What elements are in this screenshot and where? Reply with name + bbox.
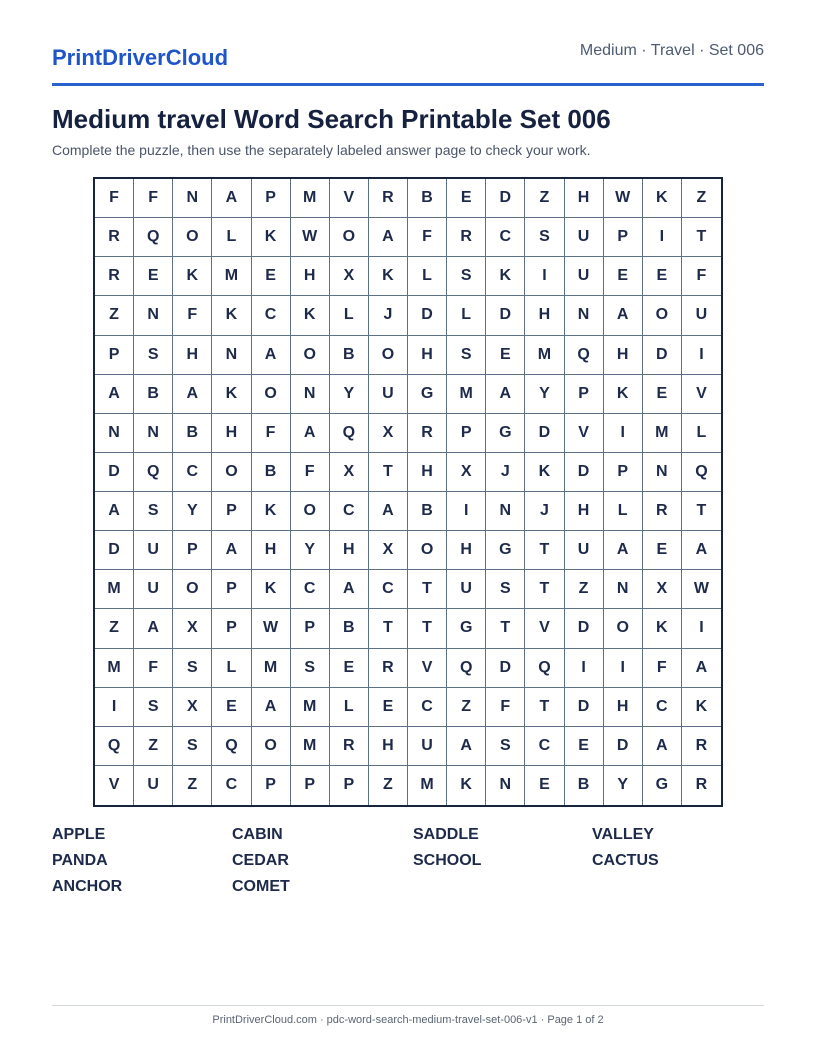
grid-cell[interactable]: I bbox=[565, 649, 604, 688]
grid-cell[interactable]: K bbox=[643, 609, 682, 648]
grid-cell[interactable]: A bbox=[134, 609, 173, 648]
grid-cell[interactable]: L bbox=[212, 218, 251, 257]
grid-cell[interactable]: E bbox=[525, 766, 564, 805]
grid-cell[interactable]: V bbox=[95, 766, 134, 805]
grid-cell[interactable]: A bbox=[604, 531, 643, 570]
grid-cell[interactable]: U bbox=[134, 766, 173, 805]
grid-cell[interactable]: Q bbox=[525, 649, 564, 688]
grid-cell[interactable]: R bbox=[95, 218, 134, 257]
grid-cell[interactable]: K bbox=[682, 688, 721, 727]
grid-cell[interactable]: M bbox=[95, 570, 134, 609]
grid-cell[interactable]: T bbox=[525, 688, 564, 727]
grid-cell[interactable]: T bbox=[408, 609, 447, 648]
grid-cell[interactable]: A bbox=[95, 375, 134, 414]
grid-cell[interactable]: A bbox=[369, 492, 408, 531]
grid-cell[interactable]: H bbox=[212, 414, 251, 453]
grid-cell[interactable]: A bbox=[486, 375, 525, 414]
grid-cell[interactable]: T bbox=[525, 531, 564, 570]
grid-cell[interactable]: O bbox=[291, 336, 330, 375]
grid-cell[interactable]: D bbox=[95, 531, 134, 570]
grid-cell[interactable]: S bbox=[525, 218, 564, 257]
grid-cell[interactable]: O bbox=[408, 531, 447, 570]
grid-cell[interactable]: L bbox=[212, 649, 251, 688]
grid-cell[interactable]: W bbox=[252, 609, 291, 648]
grid-cell[interactable]: I bbox=[447, 492, 486, 531]
grid-cell[interactable]: H bbox=[525, 296, 564, 335]
grid-cell[interactable]: V bbox=[565, 414, 604, 453]
grid-cell[interactable]: C bbox=[525, 727, 564, 766]
grid-cell[interactable]: J bbox=[486, 453, 525, 492]
grid-cell[interactable]: M bbox=[643, 414, 682, 453]
grid-cell[interactable]: W bbox=[682, 570, 721, 609]
grid-cell[interactable]: X bbox=[369, 414, 408, 453]
grid-cell[interactable]: P bbox=[212, 492, 251, 531]
grid-cell[interactable]: C bbox=[330, 492, 369, 531]
grid-cell[interactable]: F bbox=[643, 649, 682, 688]
grid-cell[interactable]: Q bbox=[134, 453, 173, 492]
grid-cell[interactable]: T bbox=[682, 492, 721, 531]
grid-cell[interactable]: P bbox=[173, 531, 212, 570]
grid-cell[interactable]: N bbox=[173, 179, 212, 218]
word-list-item: COMET bbox=[232, 878, 290, 895]
grid-cell[interactable]: N bbox=[486, 492, 525, 531]
grid-cell[interactable]: O bbox=[291, 492, 330, 531]
grid-cell[interactable]: W bbox=[604, 179, 643, 218]
grid-cell[interactable]: K bbox=[173, 257, 212, 296]
grid-cell[interactable]: E bbox=[447, 179, 486, 218]
grid-cell[interactable]: F bbox=[134, 179, 173, 218]
grid-cell[interactable]: L bbox=[604, 492, 643, 531]
word-list-item: VALLEY bbox=[592, 826, 654, 843]
grid-cell[interactable]: A bbox=[330, 570, 369, 609]
grid-cell[interactable]: U bbox=[369, 375, 408, 414]
grid-cell[interactable]: C bbox=[252, 296, 291, 335]
puzzle-meta: Medium · Travel · Set 006 bbox=[579, 42, 764, 59]
grid-cell[interactable]: Q bbox=[212, 727, 251, 766]
brand-logo[interactable]: PrintDriverCloud bbox=[52, 45, 229, 70]
grid-cell[interactable]: G bbox=[486, 414, 525, 453]
grid-cell[interactable]: M bbox=[252, 649, 291, 688]
grid-cell[interactable]: R bbox=[95, 257, 134, 296]
grid-cell[interactable]: A bbox=[252, 336, 291, 375]
grid-cell[interactable]: M bbox=[291, 727, 330, 766]
grid-cell[interactable]: K bbox=[604, 375, 643, 414]
grid-cell[interactable]: A bbox=[447, 727, 486, 766]
grid-cell[interactable]: U bbox=[447, 570, 486, 609]
grid-cell[interactable]: H bbox=[565, 179, 604, 218]
grid-cell[interactable]: B bbox=[408, 492, 447, 531]
word-list-item: PANDA bbox=[52, 852, 108, 869]
grid-cell[interactable]: Q bbox=[682, 453, 721, 492]
grid-cell[interactable]: Z bbox=[95, 609, 134, 648]
grid-cell[interactable]: C bbox=[486, 218, 525, 257]
grid-cell[interactable]: Y bbox=[330, 375, 369, 414]
grid-cell[interactable]: A bbox=[212, 179, 251, 218]
grid-cell[interactable]: W bbox=[291, 218, 330, 257]
grid-cell[interactable]: Q bbox=[447, 649, 486, 688]
grid-cell[interactable]: P bbox=[565, 375, 604, 414]
word-search-grid bbox=[93, 177, 723, 807]
grid-cell[interactable]: F bbox=[134, 649, 173, 688]
grid-cell[interactable]: H bbox=[408, 453, 447, 492]
grid-cell[interactable]: X bbox=[330, 257, 369, 296]
grid-cell[interactable]: I bbox=[682, 336, 721, 375]
grid-cell[interactable]: O bbox=[252, 375, 291, 414]
grid-cell[interactable]: N bbox=[134, 296, 173, 335]
word-list-item: CACTUS bbox=[592, 852, 659, 869]
grid-cell[interactable]: Q bbox=[95, 727, 134, 766]
grid-cell[interactable]: T bbox=[682, 218, 721, 257]
grid-cell[interactable]: X bbox=[173, 609, 212, 648]
page-title: Medium travel Word Search Printable Set 006 bbox=[52, 104, 611, 134]
grid-cell[interactable]: T bbox=[369, 453, 408, 492]
grid-cell[interactable]: A bbox=[682, 649, 721, 688]
grid-cell[interactable]: Z bbox=[173, 766, 212, 805]
grid-cell[interactable]: A bbox=[682, 531, 721, 570]
word-list-item: CEDAR bbox=[232, 852, 289, 869]
grid-cell[interactable]: G bbox=[486, 531, 525, 570]
grid-cell[interactable]: R bbox=[369, 179, 408, 218]
grid-cell[interactable]: U bbox=[134, 531, 173, 570]
grid-cell[interactable]: X bbox=[643, 570, 682, 609]
grid-cell[interactable]: E bbox=[134, 257, 173, 296]
word-list-item: ANCHOR bbox=[52, 878, 123, 895]
grid-cell[interactable]: S bbox=[173, 727, 212, 766]
grid-cell[interactable]: F bbox=[291, 453, 330, 492]
grid-cell[interactable]: P bbox=[291, 766, 330, 805]
grid-cell[interactable]: N bbox=[565, 296, 604, 335]
word-list-item: SCHOOL bbox=[413, 852, 482, 869]
grid-cell[interactable]: H bbox=[173, 336, 212, 375]
grid-cell[interactable]: T bbox=[369, 609, 408, 648]
grid-cell[interactable]: E bbox=[369, 688, 408, 727]
grid-cell[interactable]: H bbox=[252, 531, 291, 570]
grid-cell[interactable]: J bbox=[525, 492, 564, 531]
grid-cell[interactable]: O bbox=[173, 218, 212, 257]
grid-cell[interactable]: I bbox=[643, 218, 682, 257]
grid-cell[interactable]: R bbox=[330, 727, 369, 766]
grid-cell[interactable]: Z bbox=[525, 179, 564, 218]
grid-cell[interactable]: R bbox=[369, 649, 408, 688]
grid-cell[interactable]: D bbox=[486, 179, 525, 218]
grid-cell[interactable]: F bbox=[252, 414, 291, 453]
grid-cell[interactable]: X bbox=[173, 688, 212, 727]
grid-cell[interactable]: K bbox=[212, 296, 251, 335]
page-footer: PrintDriverCloud.com · pdc-word-search-medium-travel-set-006-v1 · Page 1 of 2 bbox=[212, 1014, 604, 1026]
grid-cell[interactable]: K bbox=[252, 492, 291, 531]
grid-cell[interactable]: T bbox=[486, 609, 525, 648]
grid-cell[interactable]: S bbox=[447, 257, 486, 296]
grid-cell[interactable]: E bbox=[604, 257, 643, 296]
grid-cell[interactable]: V bbox=[330, 179, 369, 218]
grid-cell[interactable]: M bbox=[408, 766, 447, 805]
grid-cell[interactable]: A bbox=[604, 296, 643, 335]
grid-cell[interactable]: G bbox=[447, 609, 486, 648]
grid-cell[interactable]: O bbox=[604, 609, 643, 648]
grid-cell[interactable]: S bbox=[173, 649, 212, 688]
grid-cell[interactable]: R bbox=[643, 492, 682, 531]
grid-cell[interactable]: C bbox=[212, 766, 251, 805]
grid-cell[interactable]: P bbox=[447, 414, 486, 453]
grid-cell[interactable]: D bbox=[643, 336, 682, 375]
grid-cell[interactable]: B bbox=[330, 609, 369, 648]
grid-cell[interactable]: N bbox=[604, 570, 643, 609]
grid-cell[interactable]: B bbox=[565, 766, 604, 805]
grid-cell[interactable]: O bbox=[330, 218, 369, 257]
grid-cell[interactable]: Z bbox=[134, 727, 173, 766]
grid-cell[interactable]: B bbox=[173, 414, 212, 453]
grid-cell[interactable]: T bbox=[408, 570, 447, 609]
grid-cell[interactable]: H bbox=[408, 336, 447, 375]
grid-cell[interactable]: F bbox=[95, 179, 134, 218]
grid-cell[interactable]: N bbox=[643, 453, 682, 492]
grid-cell[interactable]: H bbox=[447, 531, 486, 570]
grid-cell[interactable]: U bbox=[565, 531, 604, 570]
grid-cell[interactable]: F bbox=[173, 296, 212, 335]
grid-cell[interactable]: V bbox=[408, 649, 447, 688]
grid-cell[interactable]: D bbox=[486, 649, 525, 688]
grid-cell[interactable]: D bbox=[565, 453, 604, 492]
grid-cell[interactable]: C bbox=[643, 688, 682, 727]
grid-cell[interactable]: I bbox=[525, 257, 564, 296]
grid-cell[interactable]: X bbox=[369, 531, 408, 570]
grid-cell[interactable]: E bbox=[330, 649, 369, 688]
page-subtitle: Complete the puzzle, then use the separately labeled answer page to check your work. bbox=[52, 142, 591, 158]
grid-cell[interactable]: T bbox=[525, 570, 564, 609]
grid-cell[interactable]: R bbox=[695, 776, 708, 794]
grid-cell[interactable]: U bbox=[134, 570, 173, 609]
grid-cell[interactable]: M bbox=[291, 688, 330, 727]
grid-cell[interactable]: P bbox=[252, 766, 291, 805]
grid-cell[interactable]: S bbox=[291, 649, 330, 688]
grid-cell[interactable]: E bbox=[643, 375, 682, 414]
grid-cell[interactable]: E bbox=[212, 688, 251, 727]
grid-cell[interactable]: Y bbox=[604, 766, 643, 805]
grid-cell[interactable]: Z bbox=[447, 688, 486, 727]
grid-cell[interactable]: R bbox=[682, 727, 721, 766]
grid-cell[interactable]: O bbox=[212, 453, 251, 492]
grid-cell[interactable]: I bbox=[604, 649, 643, 688]
grid-cell[interactable]: V bbox=[525, 609, 564, 648]
grid-cell[interactable]: R bbox=[447, 218, 486, 257]
grid-cell[interactable]: N bbox=[291, 375, 330, 414]
grid-cell[interactable]: K bbox=[643, 179, 682, 218]
grid-cell[interactable]: P bbox=[604, 218, 643, 257]
grid-cell[interactable]: U bbox=[408, 727, 447, 766]
grid-cell[interactable]: K bbox=[525, 453, 564, 492]
grid-cell[interactable]: M bbox=[525, 336, 564, 375]
grid-cell[interactable]: Y bbox=[525, 375, 564, 414]
grid-cell[interactable]: S bbox=[447, 336, 486, 375]
grid-cell[interactable]: N bbox=[486, 766, 525, 805]
grid-cell[interactable]: O bbox=[173, 570, 212, 609]
grid-cell[interactable]: S bbox=[486, 570, 525, 609]
grid-cell[interactable]: H bbox=[604, 688, 643, 727]
grid-cell[interactable]: Q bbox=[134, 218, 173, 257]
grid-cell[interactable]: F bbox=[486, 688, 525, 727]
grid-cell[interactable]: M bbox=[212, 257, 251, 296]
grid-cell[interactable]: H bbox=[604, 336, 643, 375]
grid-cell[interactable]: D bbox=[604, 727, 643, 766]
grid-cell[interactable]: R bbox=[408, 414, 447, 453]
grid-cell[interactable]: H bbox=[330, 531, 369, 570]
grid-cell[interactable]: X bbox=[330, 453, 369, 492]
grid-cell[interactable]: S bbox=[134, 688, 173, 727]
grid-cell[interactable]: A bbox=[212, 531, 251, 570]
grid-cell[interactable]: L bbox=[330, 296, 369, 335]
grid-cell[interactable]: A bbox=[643, 727, 682, 766]
grid-cell[interactable]: H bbox=[565, 492, 604, 531]
grid-cell[interactable]: Y bbox=[173, 492, 212, 531]
grid-cell[interactable]: A bbox=[252, 688, 291, 727]
grid-cell[interactable]: A bbox=[369, 218, 408, 257]
grid-cell[interactable]: N bbox=[134, 414, 173, 453]
grid-cell[interactable]: D bbox=[565, 688, 604, 727]
grid-cell[interactable]: Z bbox=[95, 296, 134, 335]
grid-cell[interactable]: D bbox=[525, 414, 564, 453]
grid-cell[interactable]: E bbox=[565, 727, 604, 766]
grid-cell[interactable]: Q bbox=[565, 336, 604, 375]
grid-cell[interactable]: D bbox=[565, 609, 604, 648]
grid-cell[interactable]: L bbox=[447, 296, 486, 335]
grid-cell[interactable]: K bbox=[252, 218, 291, 257]
footer-divider bbox=[52, 1005, 764, 1006]
grid-cell[interactable]: K bbox=[447, 766, 486, 805]
grid-cell[interactable]: L bbox=[408, 257, 447, 296]
word-list bbox=[52, 826, 772, 896]
grid-cell[interactable]: P bbox=[604, 453, 643, 492]
grid-cell[interactable]: U bbox=[565, 257, 604, 296]
grid-cell[interactable]: K bbox=[252, 570, 291, 609]
grid-cell[interactable]: D bbox=[408, 296, 447, 335]
grid-cell[interactable]: B bbox=[330, 336, 369, 375]
grid-cell[interactable]: P bbox=[291, 609, 330, 648]
grid-cell[interactable]: F bbox=[682, 257, 721, 296]
grid-cell[interactable]: K bbox=[369, 257, 408, 296]
grid-cell[interactable]: C bbox=[291, 570, 330, 609]
grid-cell[interactable]: C bbox=[369, 570, 408, 609]
grid-cell[interactable]: I bbox=[682, 609, 721, 648]
grid-cell[interactable]: Z bbox=[369, 766, 408, 805]
grid-cell[interactable]: L bbox=[682, 414, 721, 453]
word-list-item: CABIN bbox=[232, 826, 283, 843]
grid-cell[interactable]: O bbox=[643, 296, 682, 335]
grid-cell[interactable]: U bbox=[682, 296, 721, 335]
grid-cell[interactable]: P bbox=[212, 609, 251, 648]
grid-cell[interactable]: B bbox=[134, 375, 173, 414]
grid-cell[interactable]: P bbox=[95, 336, 134, 375]
grid-cell[interactable]: O bbox=[252, 727, 291, 766]
grid-cell[interactable]: X bbox=[447, 453, 486, 492]
grid-cell[interactable]: E bbox=[252, 257, 291, 296]
grid-cell[interactable]: I bbox=[604, 414, 643, 453]
grid-cell[interactable]: C bbox=[408, 688, 447, 727]
grid-cell[interactable]: A bbox=[291, 414, 330, 453]
grid-cell[interactable]: K bbox=[486, 257, 525, 296]
grid-cell[interactable]: A bbox=[95, 492, 134, 531]
grid-cell[interactable]: B bbox=[408, 179, 447, 218]
grid-cell[interactable]: E bbox=[643, 257, 682, 296]
grid-cell[interactable]: Z bbox=[565, 570, 604, 609]
grid-cell[interactable]: D bbox=[95, 453, 134, 492]
grid-cell[interactable]: F bbox=[408, 218, 447, 257]
grid-cell[interactable]: B bbox=[252, 453, 291, 492]
grid-cell[interactable]: Y bbox=[291, 531, 330, 570]
grid-cell[interactable]: M bbox=[447, 375, 486, 414]
grid-cell[interactable]: L bbox=[330, 688, 369, 727]
page-header bbox=[52, 0, 764, 86]
grid-cell[interactable]: G bbox=[408, 375, 447, 414]
grid-cell[interactable]: V bbox=[682, 375, 721, 414]
grid-cell[interactable]: I bbox=[95, 688, 134, 727]
grid-cell[interactable]: U bbox=[565, 218, 604, 257]
grid-cell[interactable]: E bbox=[643, 531, 682, 570]
grid-cell[interactable]: Q bbox=[330, 414, 369, 453]
grid-cell[interactable]: N bbox=[212, 336, 251, 375]
grid-cell[interactable]: M bbox=[95, 649, 134, 688]
word-list-item: SADDLE bbox=[413, 826, 479, 843]
grid-cell[interactable]: K bbox=[291, 296, 330, 335]
grid-cell[interactable]: D bbox=[486, 296, 525, 335]
grid-cell[interactable]: H bbox=[369, 727, 408, 766]
grid-cell[interactable]: S bbox=[486, 727, 525, 766]
grid-cell[interactable]: E bbox=[486, 336, 525, 375]
grid-cell[interactable]: G bbox=[643, 766, 682, 805]
grid-cell[interactable]: A bbox=[173, 375, 212, 414]
grid-cell[interactable]: Z bbox=[682, 179, 721, 218]
grid-cell[interactable]: S bbox=[134, 492, 173, 531]
grid-cell[interactable]: J bbox=[369, 296, 408, 335]
grid-cell[interactable]: H bbox=[291, 257, 330, 296]
grid-cell[interactable]: P bbox=[330, 766, 369, 805]
grid-cell[interactable]: K bbox=[212, 375, 251, 414]
grid-cell[interactable]: P bbox=[252, 179, 291, 218]
grid-cell[interactable]: P bbox=[212, 570, 251, 609]
grid-cell[interactable]: M bbox=[291, 179, 330, 218]
grid-cell[interactable]: S bbox=[134, 336, 173, 375]
grid-cell[interactable]: O bbox=[369, 336, 408, 375]
grid-cell[interactable]: N bbox=[95, 414, 134, 453]
word-list-item: APPLE bbox=[52, 826, 106, 843]
grid-cell[interactable]: C bbox=[173, 453, 212, 492]
